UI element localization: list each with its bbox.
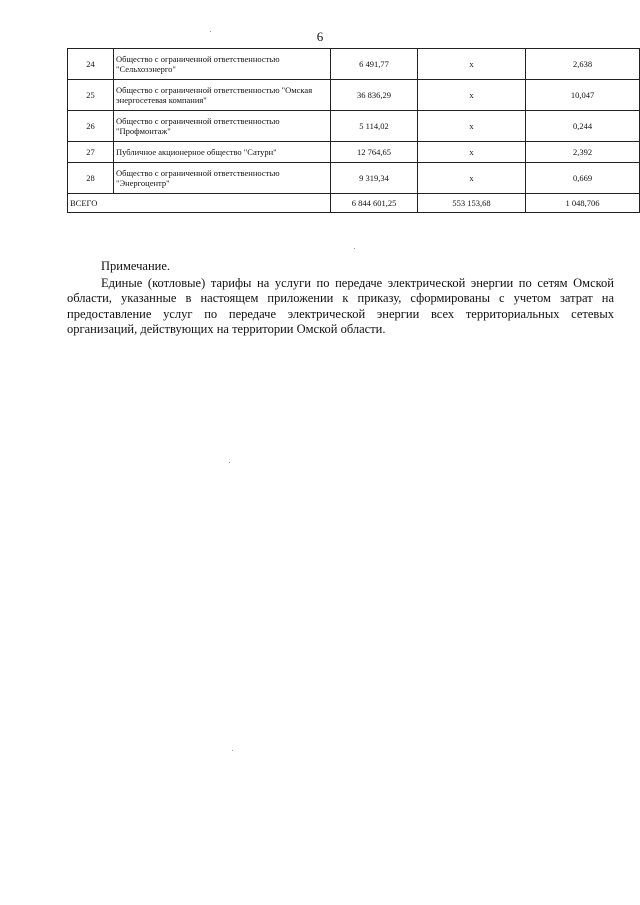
value-cell: 36 836,29 <box>331 80 418 111</box>
table-row <box>68 80 640 111</box>
value-cell: 0,669 <box>526 163 640 194</box>
value-cell: x <box>418 142 526 163</box>
total-value-cell: 6 844 601,25 <box>331 194 418 213</box>
scan-speck <box>354 248 355 249</box>
organization-name-cell: Общество с ограниченной ответственностью "Профмонтаж" <box>114 111 331 142</box>
row-number-cell: 25 <box>68 80 114 111</box>
row-number-cell: 28 <box>68 163 114 194</box>
total-value-cell: 553 153,68 <box>418 194 526 213</box>
tariff-table <box>67 48 640 213</box>
row-number-cell: 24 <box>68 49 114 80</box>
total-value-cell: 1 048,706 <box>526 194 640 213</box>
scan-speck <box>210 31 211 32</box>
organization-name-cell: Общество с ограниченной ответственностью "Сельхозэнерго" <box>114 49 331 80</box>
row-number-cell: 27 <box>68 142 114 163</box>
table-row <box>68 142 640 163</box>
value-cell: 5 114,02 <box>331 111 418 142</box>
organization-name-cell: Публичное акционерное общество "Сатурн" <box>114 142 331 163</box>
value-cell: 6 491,77 <box>331 49 418 80</box>
value-cell: 2,392 <box>526 142 640 163</box>
scan-speck <box>232 750 233 751</box>
value-cell: 0,244 <box>526 111 640 142</box>
table-row <box>68 111 640 142</box>
value-cell: x <box>418 163 526 194</box>
total-row <box>68 194 640 213</box>
scan-speck <box>229 462 230 463</box>
organization-name-cell: Общество с ограниченной ответственностью "Энергоцентр" <box>114 163 331 194</box>
table-row <box>68 163 640 194</box>
note-section <box>67 259 614 338</box>
note-title: Примечание. <box>101 259 171 273</box>
value-cell: 9 319,34 <box>331 163 418 194</box>
note-text: Единые (котловые) тарифы на услуги по передаче электрической энергии по сетям Омской области, указанные в настоящем приложении к приказу, сформированы с учетом затрат на предоставление услуг по передаче электрической энергии всех территориальных сетевых организаций, действующих на территории Омской области. <box>67 275 614 336</box>
page-number: 6 <box>316 29 324 44</box>
total-label: ВСЕГО <box>68 194 331 213</box>
value-cell: 12 764,65 <box>331 142 418 163</box>
value-cell: x <box>418 111 526 142</box>
organization-name-cell: Общество с ограниченной ответственностью "Омская энергосетевая компания" <box>114 80 331 111</box>
value-cell: 2,638 <box>526 49 640 80</box>
value-cell: 10,047 <box>526 80 640 111</box>
value-cell: x <box>418 49 526 80</box>
value-cell: x <box>418 80 526 111</box>
row-number-cell: 26 <box>68 111 114 142</box>
table-row <box>68 49 640 80</box>
